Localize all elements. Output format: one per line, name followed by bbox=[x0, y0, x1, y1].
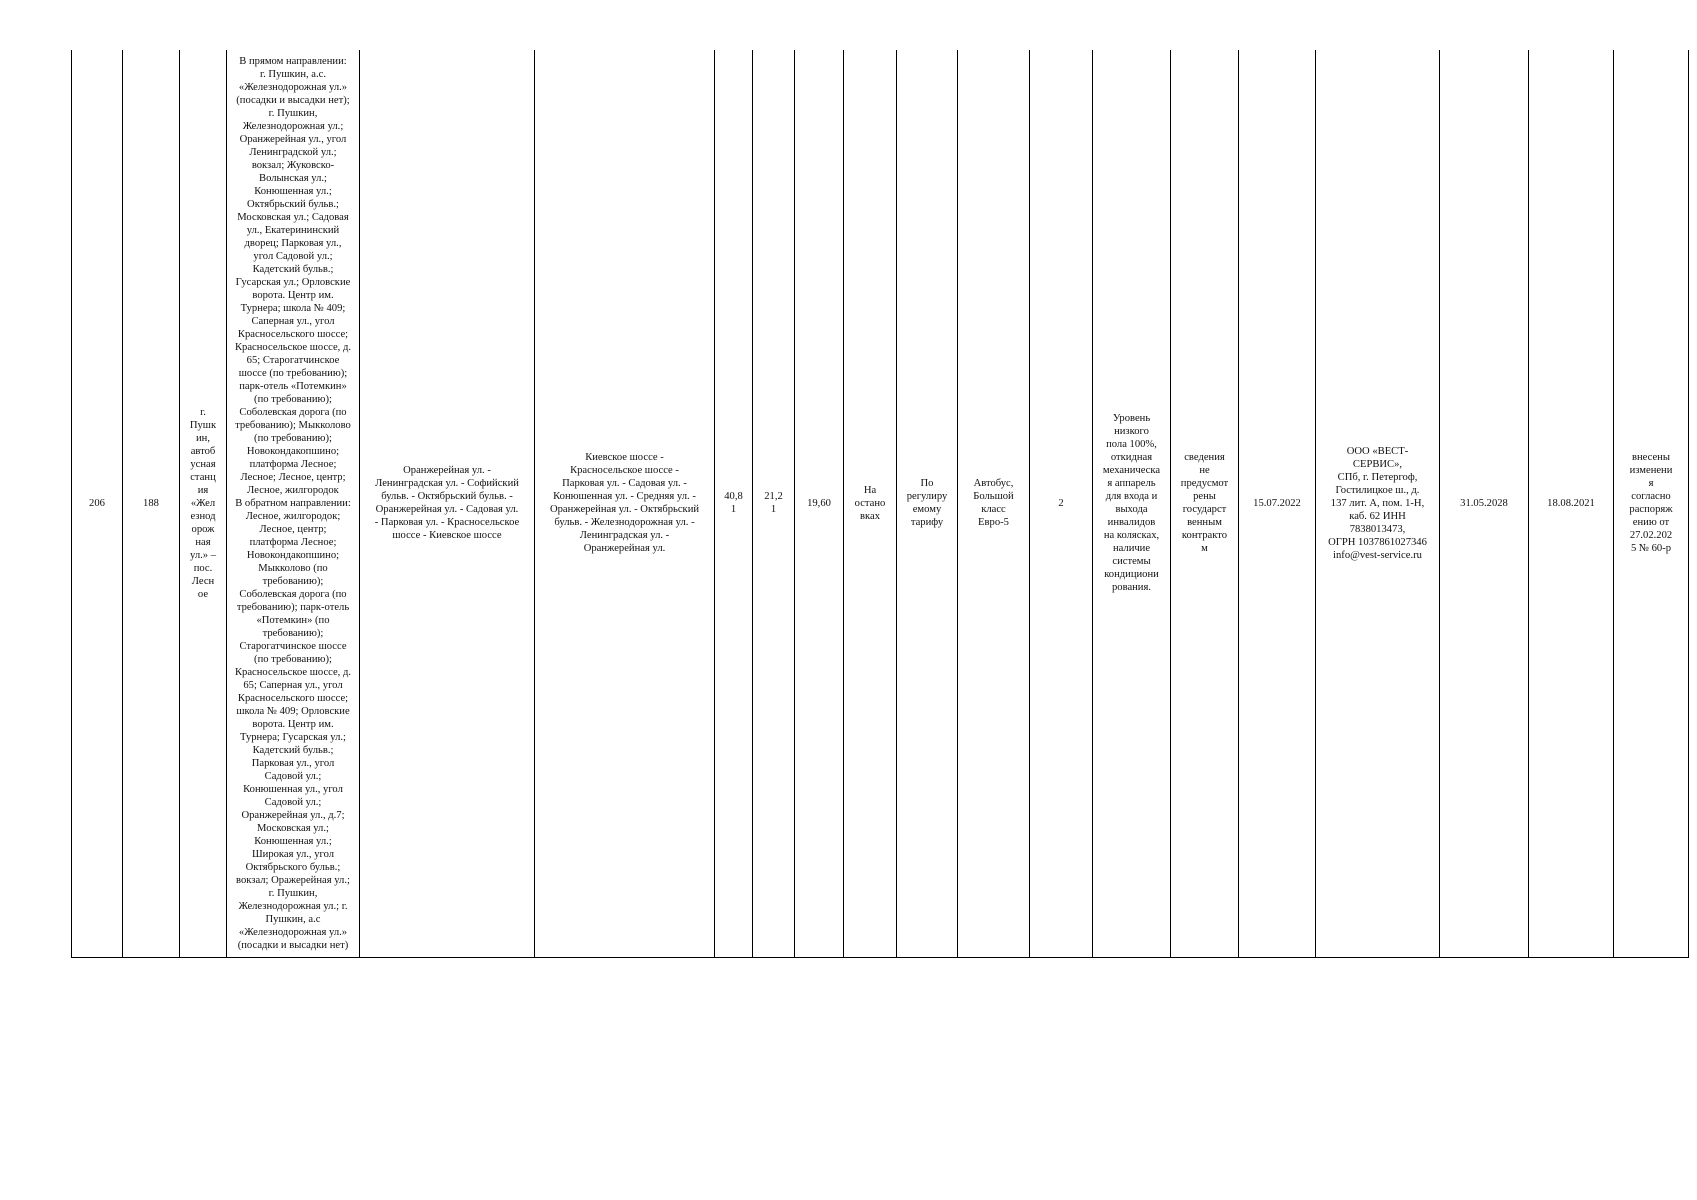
route-number-cell: 188 bbox=[123, 50, 180, 957]
intermediate-stops-cell: В прямом направлении: г. Пушкин, а.с. «Железнодорожная ул.» (посадки и высадки нет); г. Пушкин, Железнодорожная ул.; Оранжерейная ул., угол Ленинградской ул.; вокзал; Жуковско- Волынская ул.; Конюшенная ул.; Октябрьский бульв.; Московская ул.; Садовая ул., Екатерининский дворец; Парковая ул., угол Садовой ул.; Кадетский бульв.; Гусарская ул.; Орловские ворота. Центр им. Турнера; школа № 409; Саперная ул., угол Красносельского шоссе; Красносельское шоссе, д. 65; Старогатчинское шоссе (по требованию); парк-отель «Потемкин» (по требованию); Соболевская дорога (по требованию); Мыкколово (по требованию); Новокондакопшино; платформа Лесное; Лесное; Лесное, центр; Лесное, жилгородок В обратном направлении: Лесное, жилгородок; Лесное, центр; платформа Лесное; Новокондакопшино; Мыкколово (по требованию); Соболевская дорога (по требованию); парк-отель «Потемкин» (по требованию); Старогатчинское шоссе (по требованию); Красносельское шоссе, д. 65; Саперная ул., угол Красносельского шоссе; школа № 409; Орловские ворота. Центр им. Турнера; Гусарская ул.; Кадетский бульв.; Парковая ул., угол Садовой ул.; Конюшенная ул., угол Садовой ул.; Оранжерейная ул., д.7; Московская ул.; Конюшенная ул.; Широкая ул., угол Октябрьского бульв.; вокзал; Оражерейная ул.; г. Пушкин, Железнодорожная ул.; г. Пушкин, а.с «Железнодорожная ул.» (посадки и высадки нет) bbox=[227, 50, 360, 957]
table-row bbox=[72, 50, 1689, 957]
streets-forward-cell: Оранжерейная ул. - Ленинградская ул. - Софийский бульв. - Октябрьский бульв. - Оранжерейная ул. - Садовая ул. - Парковая ул. - Красносельское шоссе - Киевское шоссе bbox=[360, 50, 535, 957]
streets-backward-cell: Киевское шоссе - Красносельское шоссе - Парковая ул. - Садовая ул. - Конюшенная ул. - Средняя ул. - Оранжерейная ул. - Октябрьский бульв. - Железнодорожная ул. - Ленинградская ул. - Оранжерейная ул. bbox=[535, 50, 715, 957]
length-backward-cell: 21,2 1 bbox=[753, 50, 795, 957]
change-date-cell: 18.08.2021 bbox=[1529, 50, 1614, 957]
registration-number-cell: 206 bbox=[72, 50, 123, 957]
start-date-cell: 15.07.2022 bbox=[1239, 50, 1316, 957]
tariff-cell: По регулиру емому тарифу bbox=[897, 50, 958, 957]
note-cell: внесены изменени я согласно распоряж ению от 27.02.202 5 № 60-р bbox=[1614, 50, 1689, 957]
length-total-cell: 19,60 bbox=[795, 50, 844, 957]
route-registry-table bbox=[71, 50, 1689, 958]
length-forward-cell: 40,8 1 bbox=[715, 50, 753, 957]
stop-order-cell: На остано вках bbox=[844, 50, 897, 957]
vehicle-count-cell: 2 bbox=[1030, 50, 1093, 957]
route-name-cell: г. Пушк ин, автоб усная станц ия «Жел езнод орож ная ул.» – пос. Лесн ое bbox=[180, 50, 227, 957]
vehicle-cell: Автобус, Большой класс Евро-5 bbox=[958, 50, 1030, 957]
contract-info-cell: сведения не предусмот рены государст венным контракто м bbox=[1171, 50, 1239, 957]
carrier-cell: ООО «ВЕСТ- СЕРВИС», СПб, г. Петергоф, Гостилицкое ш., д. 137 лит. А, пом. 1-Н, каб. 62 ИНН 7838013473, ОГРН 1037861027346 info@vest-service.ru bbox=[1316, 50, 1440, 957]
vehicle-characteristics-cell: Уровень низкого пола 100%, откидная механическа я аппарель для входа и выхода инвалидов на колясках, наличие системы кондициони рования. bbox=[1093, 50, 1171, 957]
end-date-cell: 31.05.2028 bbox=[1440, 50, 1529, 957]
